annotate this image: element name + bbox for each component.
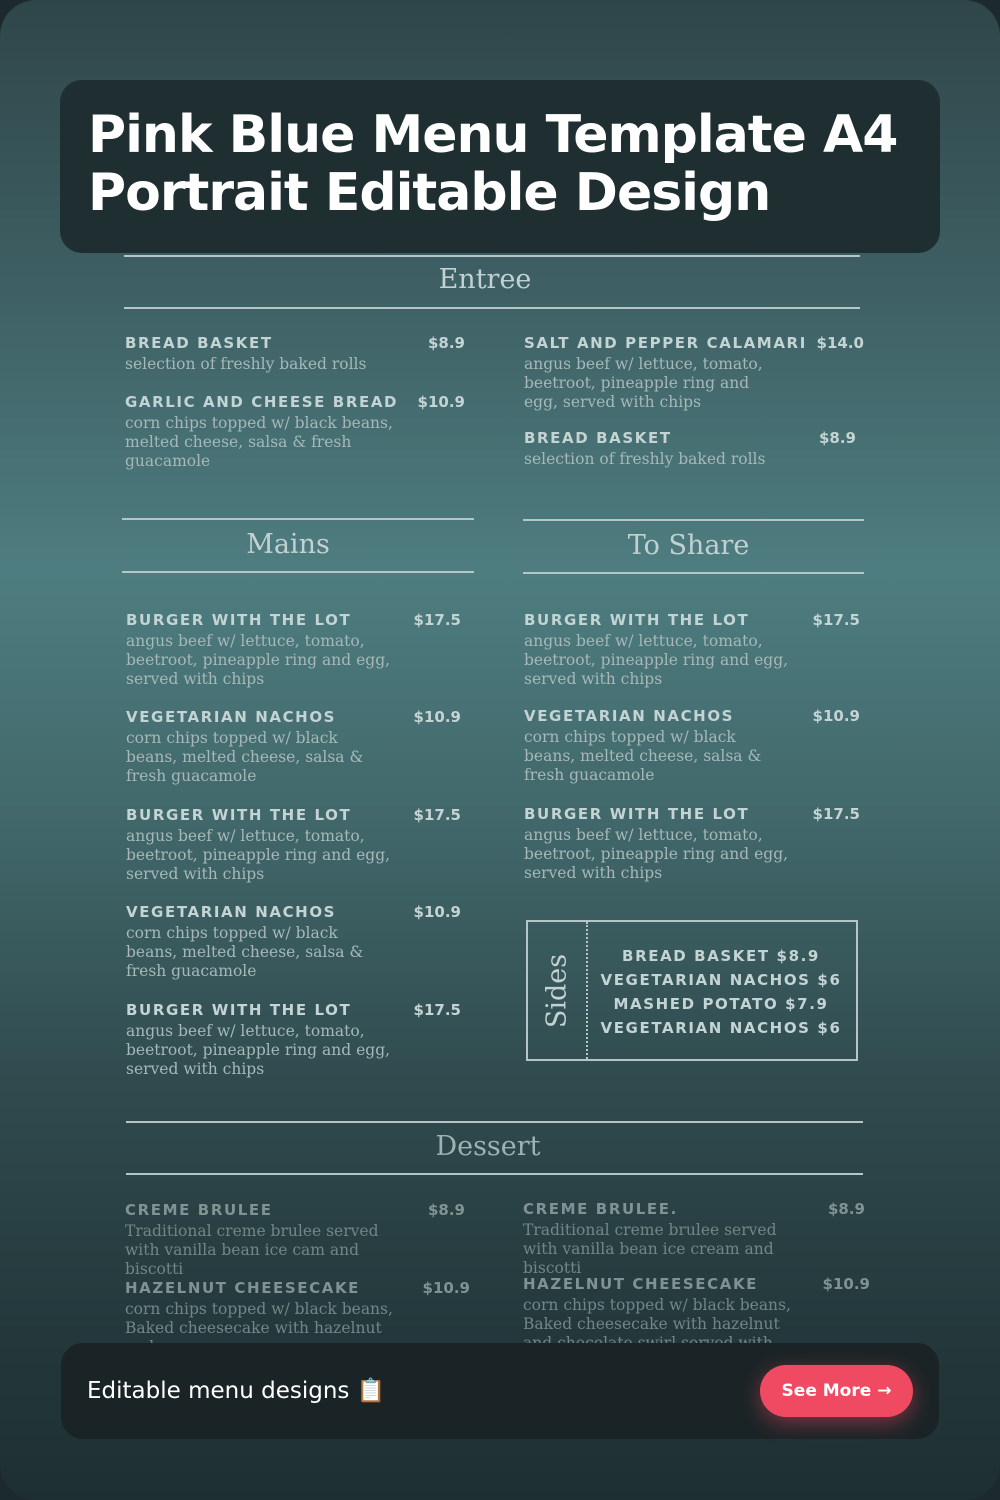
item-name: BURGER WITH THE LOT	[524, 611, 750, 629]
item-name: VEGETARIAN NACHOS	[126, 708, 337, 726]
item-name: GARLIC AND CHEESE BREAD	[125, 393, 399, 411]
sides-label	[528, 922, 588, 1059]
item-name: BURGER WITH THE LOT	[126, 1001, 352, 1019]
item-name: BREAD BASKET	[524, 429, 672, 447]
sides-item: VEGETARIAN NACHOS $6	[600, 971, 842, 989]
item-desc: corn chips topped w/ black beans, Baked cheesecake with hazelnut	[523, 1296, 791, 1333]
item-desc: angus beef w/ lettuce, tomato, beetroot, pineapple ring and egg, served with chips	[126, 632, 391, 688]
item-price: $8.9	[427, 334, 465, 352]
item-price: $8.9	[427, 1201, 465, 1219]
item-desc: corn chips topped w/ black beans, melted cheese, salsa & fresh guacamole	[524, 728, 762, 784]
divider	[523, 572, 864, 574]
menu-item	[126, 903, 461, 981]
menu-item	[524, 429, 856, 469]
divider	[124, 307, 860, 309]
item-price: $10.9	[812, 707, 860, 725]
item-desc: selection of freshly baked rolls	[524, 450, 766, 468]
menu-item	[524, 611, 860, 689]
item-price: $17.5	[413, 1001, 461, 1019]
menu-item	[126, 806, 461, 884]
see-more-button[interactable]: See More →	[760, 1365, 913, 1417]
title-overlay	[60, 80, 940, 253]
divider	[126, 1121, 863, 1123]
item-name: SALT AND PEPPER CALAMARI	[524, 334, 807, 352]
menu-item	[126, 1001, 461, 1079]
item-name: BURGER WITH THE LOT	[126, 611, 352, 629]
item-desc: corn chips topped w/ black beans, Baked cheesecake with hazelnut	[125, 1300, 393, 1337]
item-name: BURGER WITH THE LOT	[126, 806, 352, 824]
sides-item: VEGETARIAN NACHOS $6	[600, 1019, 842, 1037]
divider	[126, 1173, 863, 1175]
menu-item	[524, 707, 860, 785]
item-price: $17.5	[413, 806, 461, 824]
item-name: VEGETARIAN NACHOS	[126, 903, 337, 921]
divider	[122, 571, 474, 573]
item-price: $10.9	[413, 903, 461, 921]
item-price: $8.9	[827, 1200, 865, 1218]
item-price: $10.9	[422, 1279, 470, 1297]
item-desc: angus beef w/ lettuce, tomato, beetroot, pineapple ring and egg, served with chips	[524, 632, 789, 688]
section-title-entree: Entree	[438, 264, 532, 295]
menu-item	[125, 334, 465, 374]
menu-item	[126, 611, 461, 689]
item-name: BURGER WITH THE LOT	[524, 805, 750, 823]
page-title: Pink Blue Menu Template A4 Portrait Editable Design	[88, 105, 898, 223]
menu-item	[125, 1201, 465, 1279]
bottom-bar	[61, 1343, 939, 1439]
section-title-to-share: To Share	[627, 530, 750, 561]
item-desc: corn chips topped w/ black beans, melted cheese, salsa & fresh guacamole	[126, 729, 364, 785]
menu-item	[125, 393, 465, 471]
divider	[124, 255, 860, 257]
item-desc: angus beef w/ lettuce, tomato, beetroot, pineapple ring and egg, served with chips	[126, 827, 391, 883]
item-desc: corn chips topped w/ black beans, melted cheese, salsa & fresh guacamole	[126, 924, 364, 980]
section-title-dessert: Dessert	[435, 1131, 541, 1162]
menu-item	[523, 1200, 865, 1278]
item-price: $10.9	[822, 1275, 870, 1293]
item-price: $17.5	[413, 611, 461, 629]
item-price: $17.5	[812, 611, 860, 629]
item-desc: angus beef w/ lettuce, tomato, beetroot, pineapple ring and egg, served with chips	[524, 826, 789, 882]
item-desc: corn chips topped w/ black beans, melted cheese, salsa & fresh guacamole	[125, 414, 393, 470]
sides-item: BREAD BASKET $8.9	[622, 947, 820, 965]
item-name: HAZELNUT CHEESECAKE	[125, 1279, 361, 1297]
item-name: CREME BRULEE.	[523, 1200, 678, 1218]
item-name: VEGETARIAN NACHOS	[524, 707, 735, 725]
menu-item	[524, 334, 864, 412]
sides-item: MASHED POTATO $7.9	[613, 995, 829, 1013]
section-title-mains: Mains	[246, 529, 330, 560]
item-price: $8.9	[818, 429, 856, 447]
menu-item	[126, 708, 461, 786]
sides-list	[586, 944, 856, 1040]
item-price: $10.9	[417, 393, 465, 411]
item-price: $10.9	[413, 708, 461, 726]
item-desc: Traditional creme brulee served with vanilla bean ice cream and biscotti	[523, 1221, 777, 1277]
item-desc: Traditional creme brulee served with vanilla bean ice cam and biscotti	[125, 1222, 379, 1278]
divider	[122, 518, 474, 520]
item-desc: angus beef w/ lettuce, tomato, beetroot, pineapple ring and egg, served with chips	[524, 355, 763, 411]
divider	[523, 519, 864, 521]
item-price: $17.5	[812, 805, 860, 823]
item-desc: angus beef w/ lettuce, tomato, beetroot, pineapple ring and egg, served with chips	[126, 1022, 391, 1078]
item-price: $14.0	[816, 334, 864, 352]
item-desc: selection of freshly baked rolls	[125, 355, 367, 373]
item-name: HAZELNUT CHEESECAKE	[523, 1275, 759, 1293]
menu-item	[524, 805, 860, 883]
item-name: BREAD BASKET	[125, 334, 273, 352]
footer-caption: Editable menu designs 📋	[87, 1378, 386, 1404]
item-name: CREME BRULEE	[125, 1201, 273, 1219]
sides-title: Sides	[541, 953, 573, 1028]
sides-box	[526, 920, 858, 1061]
